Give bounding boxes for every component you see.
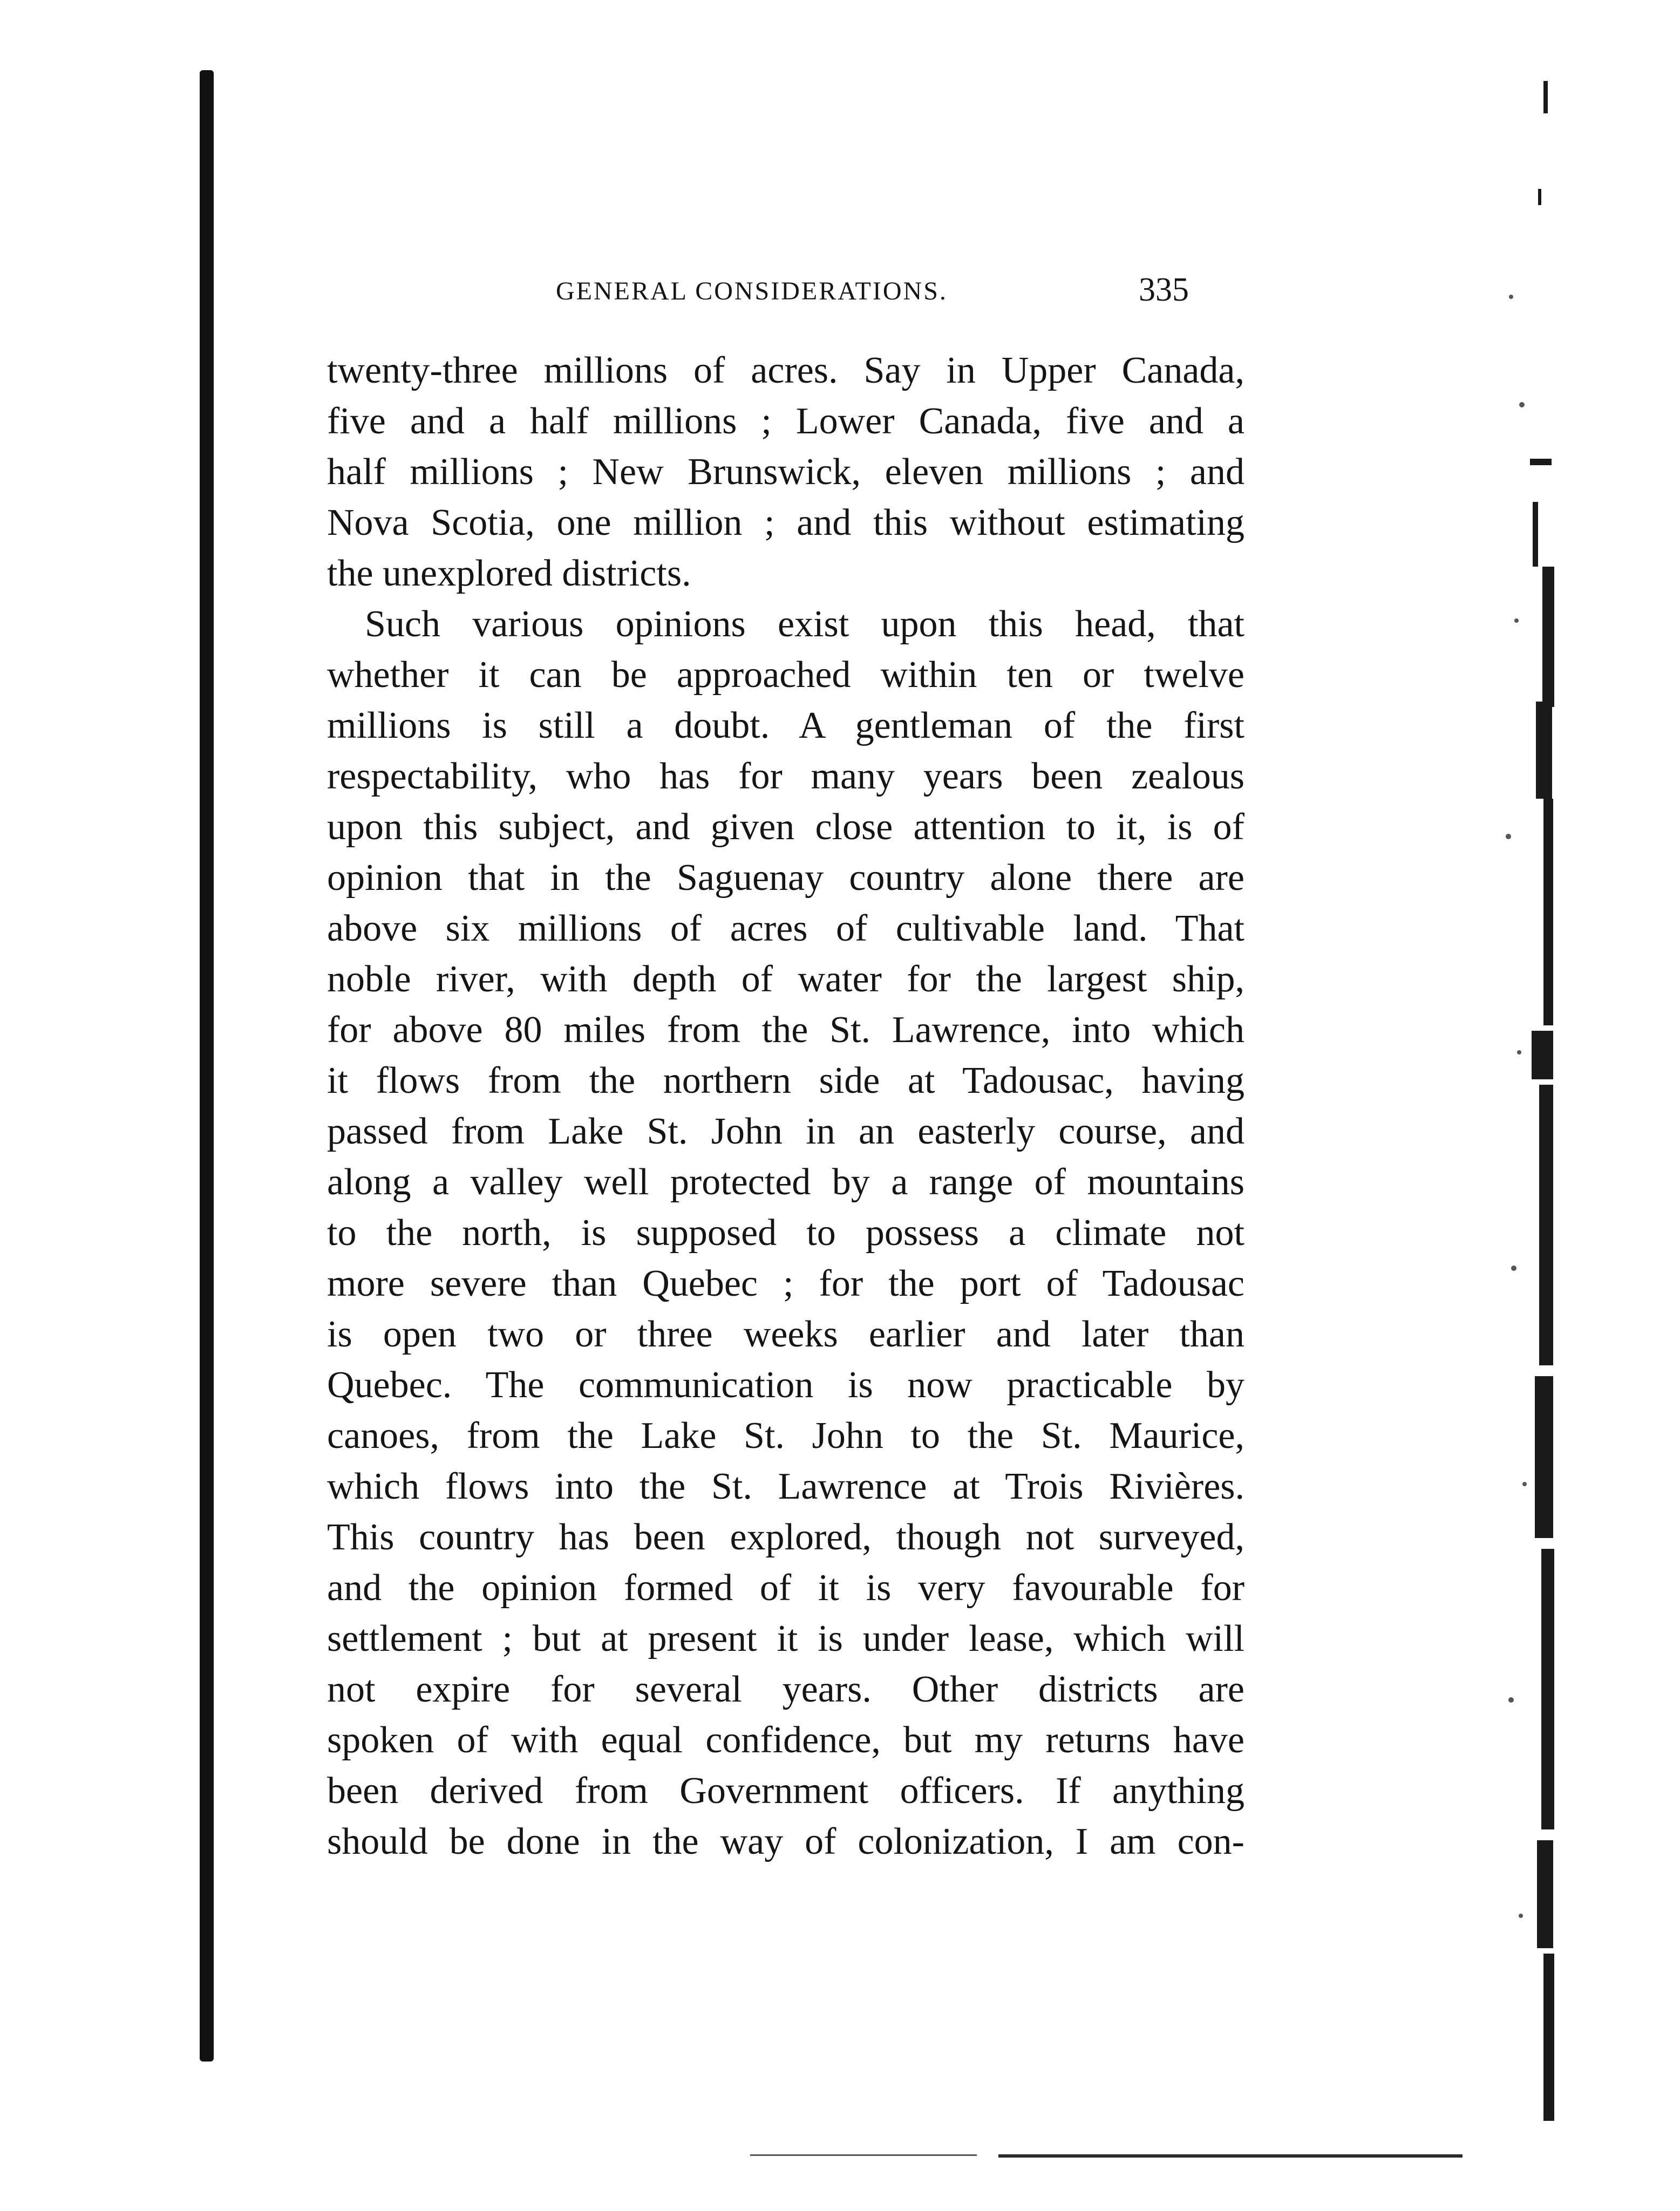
text-line: which flows into the St. Lawrence at Trois Rivières. [327, 1466, 1244, 1507]
text-line: upon this subject, and given close attention to it, is of [327, 806, 1244, 848]
text-line: is open two or three weeks earlier and later than [327, 1314, 1244, 1355]
text-line: whether it can be approached within ten or twelve [327, 654, 1244, 696]
text-line: been derived from Government officers. If anything [327, 1770, 1244, 1812]
page-header [556, 271, 1257, 314]
text-line: more severe than Quebec ; for the port of Tadousac [327, 1263, 1244, 1304]
text-line: opinion that in the Saguenay country alone there are [327, 857, 1244, 899]
text-line: spoken of with equal confidence, but my returns have [327, 1719, 1244, 1761]
text-line: and the opinion formed of it is very favourable for [327, 1567, 1244, 1609]
text-line: above six millions of acres of cultivable land. That [327, 908, 1244, 949]
text-line: along a valley well protected by a range of mountains [327, 1161, 1244, 1203]
text-line: the unexplored districts. [327, 553, 691, 594]
page-edge-speckle [1479, 81, 1560, 2121]
text-line: not expire for several years. Other districts are [327, 1669, 1244, 1710]
text-line: settlement ; but at present it is under lease, which will [327, 1618, 1244, 1659]
text-line: Such various opinions exist upon this head, that [365, 603, 1244, 645]
text-line: twenty-three millions of acres. Say in Upper Canada, [327, 350, 1244, 391]
text-line: millions is still a doubt. A gentleman of the first [327, 705, 1244, 746]
text-line: it flows from the northern side at Tadousac, having [327, 1060, 1244, 1101]
body-text [327, 345, 1244, 1867]
page-number: 335 [1139, 271, 1189, 308]
text-line: respectability, who has for many years been zealous [327, 756, 1244, 797]
paragraph [327, 599, 1244, 1867]
text-line: half millions ; New Brunswick, eleven millions ; and [327, 451, 1244, 493]
bottom-rule-left [750, 2154, 977, 2156]
text-line: should be done in the way of colonization, I am con- [327, 1821, 1244, 1862]
text-line: Quebec. The communication is now practicable by [327, 1364, 1244, 1406]
paragraph [327, 345, 1244, 599]
binding-shadow [200, 70, 214, 2062]
bottom-rule-right [998, 2154, 1463, 2158]
text-line: five and a half millions ; Lower Canada, five and a [327, 400, 1244, 442]
text-line: canoes, from the Lake St. John to the St. Maurice, [327, 1415, 1244, 1457]
running-head: GENERAL CONSIDERATIONS. [556, 277, 948, 305]
text-line: for above 80 miles from the St. Lawrence, into which [327, 1009, 1244, 1051]
text-line: noble river, with depth of water for the largest ship, [327, 958, 1244, 1000]
text-line: This country has been explored, though not surveyed, [327, 1516, 1244, 1558]
text-line: Nova Scotia, one million ; and this without estimating [327, 502, 1244, 543]
text-line: passed from Lake St. John in an easterly course, and [327, 1111, 1244, 1152]
text-line: to the north, is supposed to possess a climate not [327, 1212, 1244, 1254]
